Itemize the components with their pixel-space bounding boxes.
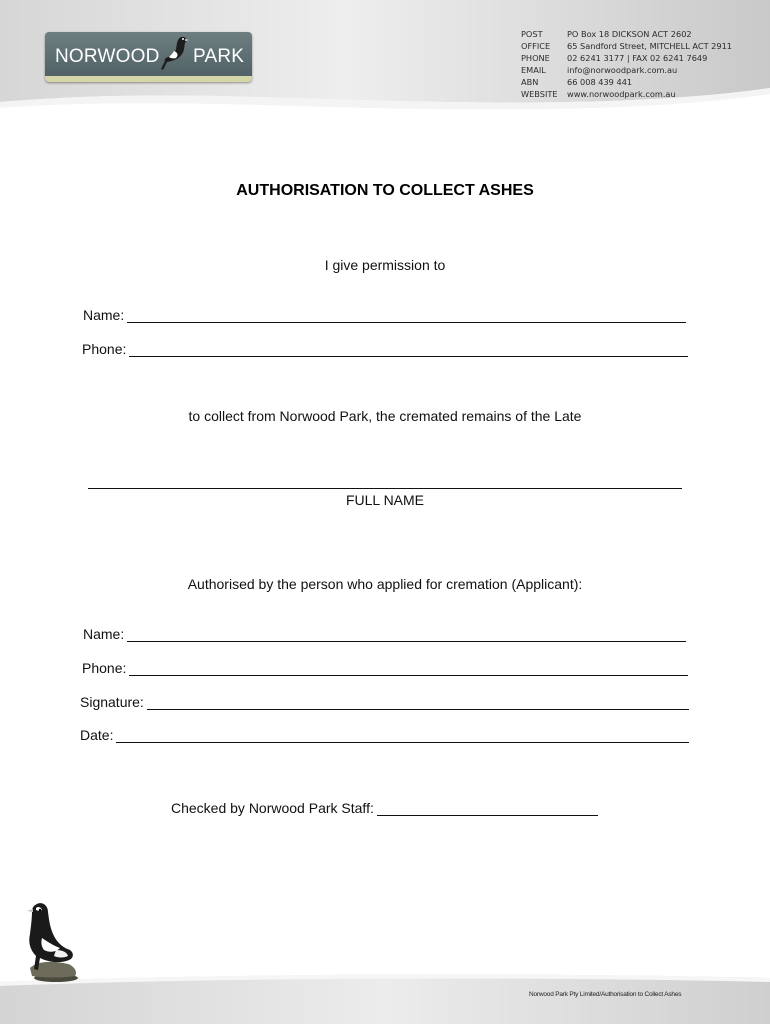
- collect-text: to collect from Norwood Park, the cremated remains of the Late: [188, 408, 582, 424]
- bird-icon: [159, 34, 193, 74]
- applicant-name-field: [83, 626, 686, 642]
- norwood-park-logo: [45, 32, 252, 82]
- contact-value: 02 6241 3177 | FAX 02 6241 7649: [567, 53, 708, 63]
- full-name-label: FULL NAME: [345, 492, 425, 508]
- applicant-signature-label: Signature:: [80, 694, 144, 710]
- collector-name-line[interactable]: [127, 308, 686, 323]
- contact-label: POST: [521, 29, 543, 39]
- contact-label: EMAIL: [521, 65, 546, 75]
- collector-phone-field: [82, 341, 688, 357]
- contact-label: ABN: [521, 77, 539, 87]
- contact-label: PHONE: [521, 53, 550, 63]
- contact-label: OFFICE: [521, 41, 551, 51]
- applicant-date-label: Date:: [80, 727, 114, 743]
- applicant-name-line[interactable]: [127, 627, 686, 642]
- applicant-signature-line[interactable]: [147, 695, 689, 710]
- contact-value: 65 Sandford Street, MITCHELL ACT 2911: [567, 41, 733, 51]
- contact-details: [521, 28, 732, 100]
- logo-text-left: NORWOOD: [55, 46, 160, 67]
- applicant-phone-label: Phone:: [82, 660, 127, 676]
- permission-intro: I give permission to: [324, 257, 446, 273]
- contact-row-abn: [521, 76, 732, 88]
- contact-value: PO Box 18 DICKSON ACT 2602: [567, 29, 692, 39]
- collector-name-label: Name:: [83, 307, 125, 323]
- magpie-lark-icon: [20, 898, 86, 984]
- authorised-text: Authorised by the person who applied for cremation (Applicant):: [187, 576, 583, 592]
- staff-check-field: [171, 800, 598, 816]
- contact-row-phone: [521, 52, 732, 64]
- footer-text: Norwood Park Pty Limited/Authorisation to Collect Ashes: [529, 991, 682, 998]
- contact-row-post: [521, 28, 732, 40]
- contact-label: WEBSITE: [521, 89, 558, 99]
- contact-value: www.norwoodpark.com.au: [567, 89, 676, 99]
- collector-phone-label: Phone:: [82, 341, 127, 357]
- contact-row-email: [521, 64, 732, 76]
- collector-phone-line[interactable]: [129, 342, 688, 357]
- logo-text-right: PARK: [193, 46, 245, 67]
- staff-check-label: Checked by Norwood Park Staff:: [171, 800, 374, 816]
- logo-strip: [45, 76, 252, 82]
- applicant-date-field: [80, 727, 689, 743]
- applicant-signature-field: [80, 694, 689, 710]
- applicant-phone-field: [82, 660, 688, 676]
- full-name-line[interactable]: [88, 488, 682, 489]
- contact-row-office: [521, 40, 732, 52]
- applicant-name-label: Name:: [83, 626, 125, 642]
- staff-check-line[interactable]: [377, 801, 598, 816]
- contact-value: info@norwoodpark.com.au: [567, 65, 678, 75]
- form-title: AUTHORISATION TO COLLECT ASHES: [236, 182, 534, 199]
- applicant-date-line[interactable]: [116, 728, 689, 743]
- applicant-phone-line[interactable]: [129, 661, 688, 676]
- contact-value: 66 008 439 441: [567, 77, 633, 87]
- collector-name-field: [83, 307, 686, 323]
- contact-row-website: [521, 88, 732, 100]
